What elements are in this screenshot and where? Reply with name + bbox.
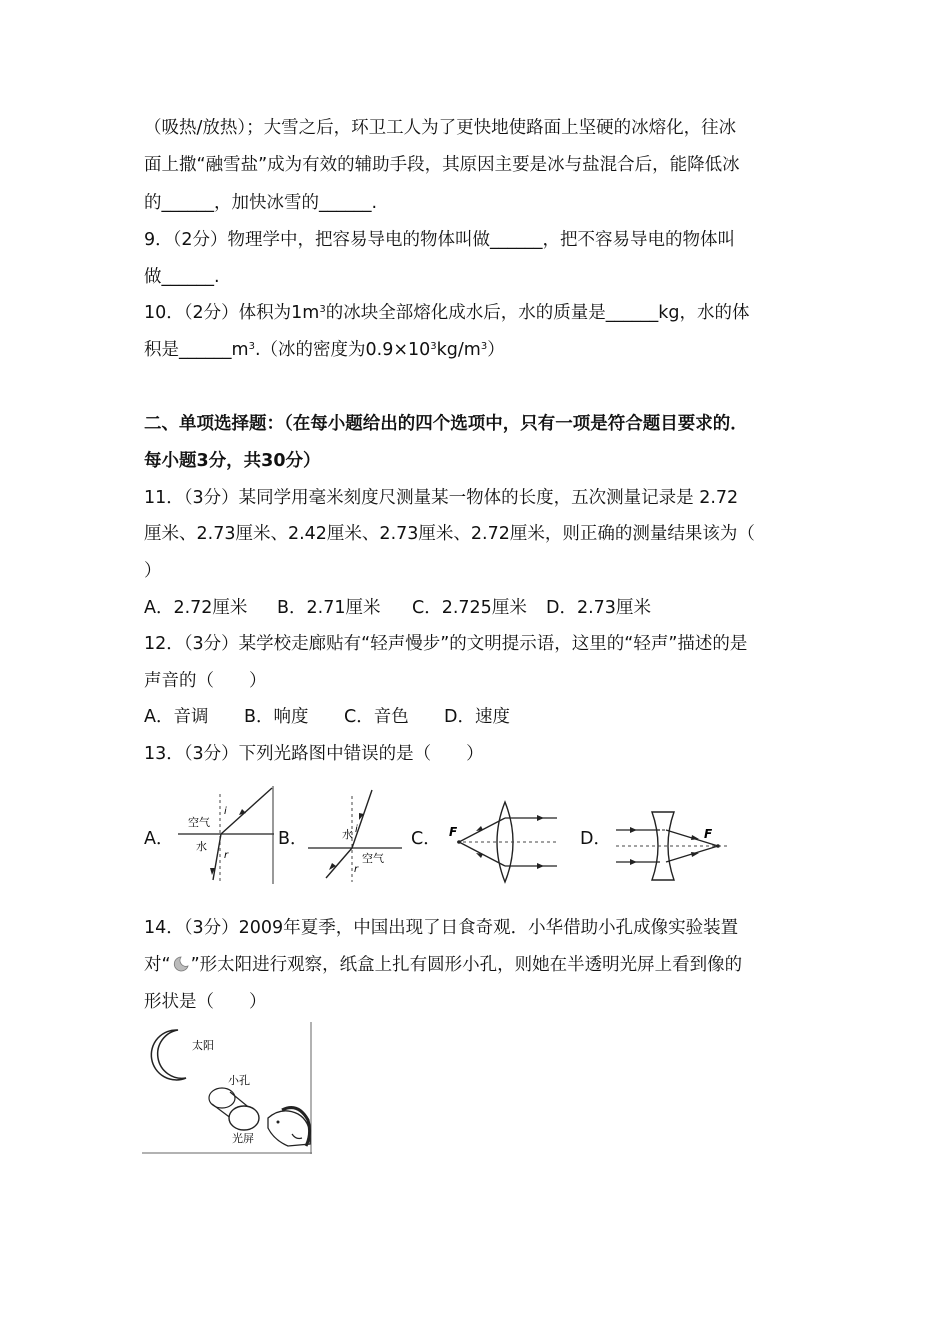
q10-text: 的冰块全部熔化成水后，水的质量是______kg，水的体 [325, 303, 750, 323]
q13-option-a-label[interactable]: A． [144, 829, 174, 849]
q8-line-1: （吸热/放热）；大雪之后，环卫工人为了更快地使路面上坚硬的冰熔化，往冰 [144, 118, 737, 138]
label-pinhole: 小孔 [228, 1074, 250, 1087]
q12-option-b[interactable]: B．响度 [244, 707, 309, 727]
q13-option-c-label[interactable]: C． [411, 829, 441, 849]
q11-line-3: ） [144, 561, 162, 581]
q11-option-a[interactable]: A．2.72厘米 [144, 598, 248, 618]
q10-text: .（冰的密度为0.9×10 [254, 340, 431, 360]
q8-line-2: 面上撒“融雪盐”成为有效的辅助手段，其原因主要是冰与盐混合后，能降低冰 [144, 155, 740, 175]
label-focus: F [704, 827, 713, 841]
q14-line-2 [144, 953, 742, 977]
q13-option-d-label[interactable]: D． [580, 829, 611, 849]
q10-sup: 3 [248, 341, 255, 352]
label-refraction-angle: r [224, 850, 229, 861]
label-air: 空气 [362, 852, 384, 865]
q9-line-2: 做______. [144, 267, 220, 287]
q10-sup: 3 [480, 341, 488, 352]
q10-text: kg/m [436, 340, 481, 360]
q14-text: ”形太阳进行观察，纸盒上扎有圆形小孔，则她在半透明光屏上看到像的 [190, 955, 743, 975]
label-water: 水 [342, 828, 353, 841]
label-air: 空气 [188, 816, 210, 829]
q11-option-c[interactable]: C．2.725厘米 [412, 598, 527, 618]
q8-line-3: 的______，加快冰雪的______. [144, 193, 378, 213]
q10-line-2 [144, 338, 505, 362]
q10-text: ） [487, 340, 505, 360]
label-incident-angle: i [355, 824, 358, 835]
section-heading-line-1: 二、单项选择题：（在每小题给出的四个选项中，只有一项是符合题目要求的． [144, 414, 748, 434]
q13-diagram-b[interactable] [302, 786, 407, 886]
q14-line-1: 14．（3分）2009年夏季，中国出现了日食奇观．小华借助小孔成像实验装置 [144, 918, 739, 938]
section-heading-line-2: 每小题3分，共30分） [144, 451, 321, 471]
q9-line-1: 9．（2分）物理学中，把容易导电的物体叫做______，把不容易导电的物体叫 [144, 230, 736, 250]
label-incident-angle: i [224, 806, 227, 817]
q10-line-1 [144, 301, 749, 325]
label-water: 水 [196, 840, 207, 853]
q11-option-b[interactable]: B．2.71厘米 [277, 598, 381, 618]
label-refraction-angle: r [354, 864, 359, 875]
q11-line-2: 厘米、2.73厘米、2.42厘米、2.73厘米、2.72厘米，则正确的测量结果该为（ [144, 524, 755, 544]
screen-icon [229, 1106, 259, 1130]
label-sun: 太阳 [192, 1039, 214, 1052]
q12-option-c[interactable]: C．音色 [344, 707, 409, 727]
q13-option-b-label[interactable]: B． [278, 829, 308, 849]
q12-line-1: 12．（3分）某学校走廊贴有“轻声慢步”的文明提示语，这里的“轻声”描述的是 [144, 634, 748, 654]
q13-line-1: 13．（3分）下列光路图中错误的是（ ） [144, 744, 484, 764]
q10-text: 10．（2分）体积为1m [144, 303, 320, 323]
q14-text: 对“ [144, 955, 171, 975]
q12-line-2: 声音的（ ） [144, 671, 267, 691]
q14-line-3: 形状是（ ） [144, 992, 267, 1012]
crescent-sun-icon [171, 955, 191, 973]
label-screen: 光屏 [232, 1132, 254, 1145]
q11-option-d[interactable]: D．2.73厘米 [546, 598, 651, 618]
sun-crescent-icon [151, 1030, 186, 1080]
q11-line-1: 11．（3分）某同学用毫米刻度尺测量某一物体的长度，五次测量记录是 2.72 [144, 488, 739, 508]
q14-figure [142, 1022, 314, 1156]
q12-option-d[interactable]: D．速度 [444, 707, 510, 727]
q10-text: 积是______m [144, 340, 249, 360]
q13-diagram-a[interactable] [168, 786, 278, 886]
q10-sup: 3 [319, 304, 326, 315]
q13-diagram-c[interactable] [445, 798, 565, 888]
q12-option-a[interactable]: A．音调 [144, 707, 209, 727]
q13-diagram-d[interactable] [612, 808, 732, 884]
girl-observer-icon [268, 1108, 310, 1146]
label-focus: F [449, 825, 458, 839]
q10-sup: 3 [430, 341, 437, 352]
